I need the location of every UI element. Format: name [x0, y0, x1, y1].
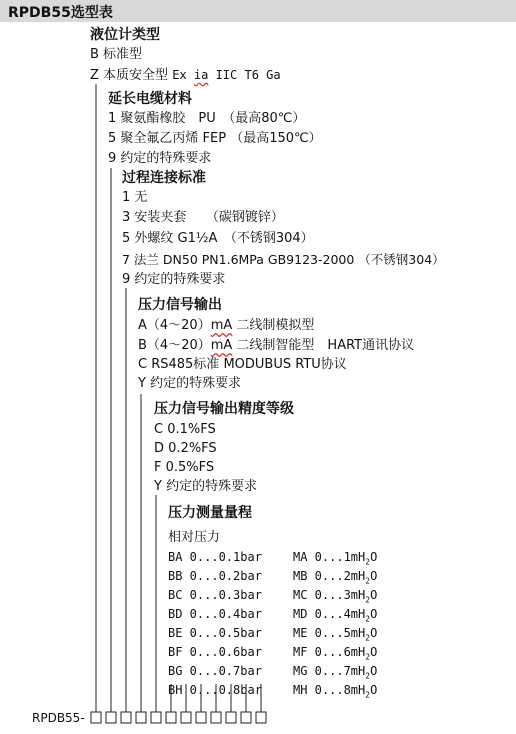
z-cert-text: Ex ia IIC T6 Ga: [172, 68, 281, 82]
level5-item-c: C 0.1%FS: [154, 422, 216, 437]
code-box: [136, 712, 146, 723]
range-row-bar: BG 0...0.7bar: [168, 664, 262, 678]
level1-heading: 液位计类型: [90, 27, 160, 43]
level5-item-d: D 0.2%FS: [154, 441, 217, 456]
code-box: [226, 712, 236, 723]
range-row-bar: BA 0...0.1bar: [168, 550, 262, 564]
level3-item-5: 5 外螺纹 G1½A （不锈钢304）: [122, 231, 314, 246]
range-row-bar: BH 0...0.8bar: [168, 683, 262, 697]
level4-heading: 压力信号输出: [138, 297, 222, 313]
level2-item-9: 9 约定的特殊要求: [108, 151, 212, 166]
level6-subheading: 相对压力: [168, 530, 221, 545]
level5-heading: 压力信号输出精度等级: [154, 401, 294, 417]
level2-heading: 延长电缆材料: [108, 91, 192, 107]
code-box: [166, 712, 176, 723]
code-box: [241, 712, 251, 723]
level5-item-f: F 0.5%FS: [154, 460, 215, 475]
range-row-mh2o: MH $0...8mH_2O$: [293, 683, 378, 700]
range-row-mh2o: MF $0...6mH_2O$: [293, 645, 378, 662]
level2-item-5: 5 聚全氟乙丙烯 FEP （最高150℃）: [108, 131, 322, 146]
code-box: [256, 712, 266, 723]
range-row-bar: BD 0...0.4bar: [168, 607, 262, 621]
code-box: [196, 712, 206, 723]
level4-item-b: B（4～20）mA 二线制智能型 HART通讯协议: [138, 338, 415, 353]
level2-item-1: 1 聚氨酯橡胶 PU （最高80℃）: [108, 111, 306, 126]
level6-heading: 压力测量量程: [168, 505, 252, 521]
range-row-mh2o: MG $0...7mH_2O$: [293, 664, 378, 681]
code-box: [91, 712, 101, 723]
code-box: [106, 712, 116, 723]
range-row-mh2o: MB $0...2mH_2O$: [293, 569, 378, 586]
range-row-mh2o: ME $0...5mH_2O$: [293, 626, 378, 643]
model-code-prefix: RPDB55-: [32, 711, 85, 725]
level3-item-1: 1 无: [122, 190, 148, 205]
range-row-bar: BF 0...0.6bar: [168, 645, 262, 659]
level5-item-y: Y 约定的特殊要求: [154, 479, 258, 494]
range-row-bar: BE 0...0.5bar: [168, 626, 262, 640]
level4-item-y: Y 约定的特殊要求: [138, 376, 242, 391]
code-box: [151, 712, 161, 723]
code-box: [181, 712, 191, 723]
code-box: [121, 712, 131, 723]
level3-item-3: 3 安装夹套 （碳钢镀锌）: [122, 210, 284, 225]
range-row-bar: BC 0...0.3bar: [168, 588, 262, 602]
range-row-mh2o: MD $0...4mH_2O$: [293, 607, 378, 624]
page-title: RPDB55选型表: [8, 5, 113, 21]
level4-item-c: C RS485标准 MODUBUS RTU协议: [138, 357, 347, 372]
code-box: [211, 712, 221, 723]
level3-item-7: 7 法兰 DN50 PN1.6MPa GB9123-2000 （不锈钢304）: [122, 252, 445, 267]
level1-item-z: Z 本质安全型 Ex ia IIC T6 Ga: [90, 68, 281, 83]
level1-item-b: B 标准型: [90, 47, 143, 62]
range-row-mh2o: MA $0...1mH_2O$: [293, 550, 378, 567]
level3-heading: 过程连接标准: [122, 170, 206, 186]
level3-item-9: 9 约定的特殊要求: [122, 272, 226, 287]
range-row-bar: BB 0...0.2bar: [168, 569, 262, 583]
range-row-mh2o: MC $0...3mH_2O$: [293, 588, 378, 605]
level4-item-a: A（4～20）mA 二线制模拟型: [138, 318, 315, 333]
